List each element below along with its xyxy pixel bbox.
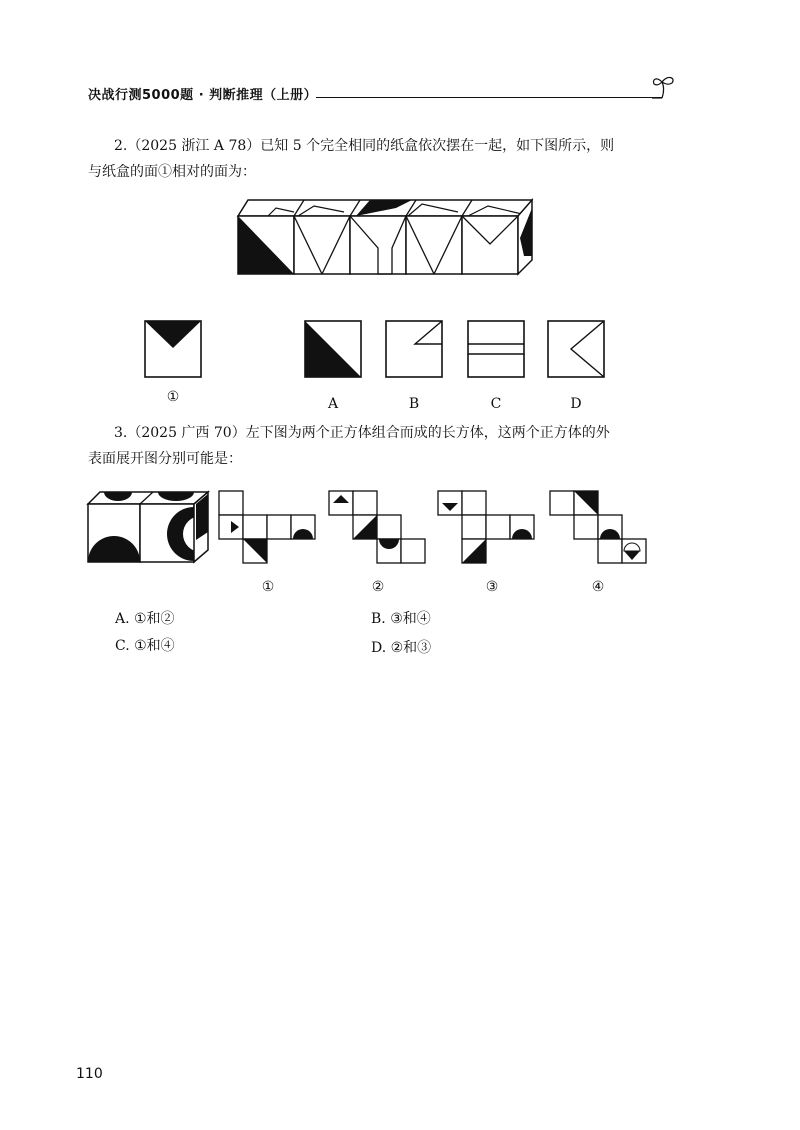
answer-choice-b: B. ③和④ — [371, 611, 431, 627]
net-3-label: ③ — [485, 579, 499, 595]
net-2-label: ② — [371, 579, 385, 595]
option-d-label: D — [570, 396, 582, 412]
net-3 — [437, 490, 537, 568]
net-4 — [549, 490, 649, 568]
question-3-text — [88, 420, 688, 472]
net-4-label: ④ — [591, 579, 605, 595]
page-number: 110 — [76, 1066, 103, 1082]
five-box-figure — [236, 198, 536, 280]
option-c-face — [467, 320, 525, 378]
running-header-title: 决战行测5000题 · 判断推理（上册） — [88, 88, 318, 103]
sprout-icon — [650, 72, 690, 102]
option-a-face — [304, 320, 362, 378]
option-d-face — [547, 320, 605, 378]
reference-face — [144, 320, 202, 378]
question-2-line-2: 与纸盒的面①相对的面为： — [88, 164, 256, 180]
header-rule — [316, 97, 662, 98]
reference-face-label: ① — [166, 389, 180, 405]
option-a-label: A — [327, 396, 339, 412]
option-c-label: C — [490, 396, 502, 412]
option-b-face — [385, 320, 443, 378]
answer-choice-d: D. ②和③ — [371, 640, 432, 656]
question-2-line-1: 2.（2025 浙江 A 78）已知 5 个完全相同的纸盒依次摆在一起，如下图所示，则 — [114, 138, 615, 154]
net-1 — [218, 490, 318, 568]
option-b-label: B — [408, 396, 420, 412]
two-cube-cuboid — [86, 490, 212, 566]
net-1-label: ① — [261, 579, 275, 595]
question-3-line-2: 表面展开图分别可能是： — [88, 451, 242, 467]
question-2-text — [88, 133, 688, 185]
net-2 — [328, 490, 428, 568]
answer-choice-c: C. ①和④ — [115, 638, 175, 654]
answer-choice-a: A. ①和② — [115, 611, 175, 627]
question-3-line-1: 3.（2025 广西 70）左下图为两个正方体组合而成的长方体，这两个正方体的外 — [114, 425, 610, 441]
